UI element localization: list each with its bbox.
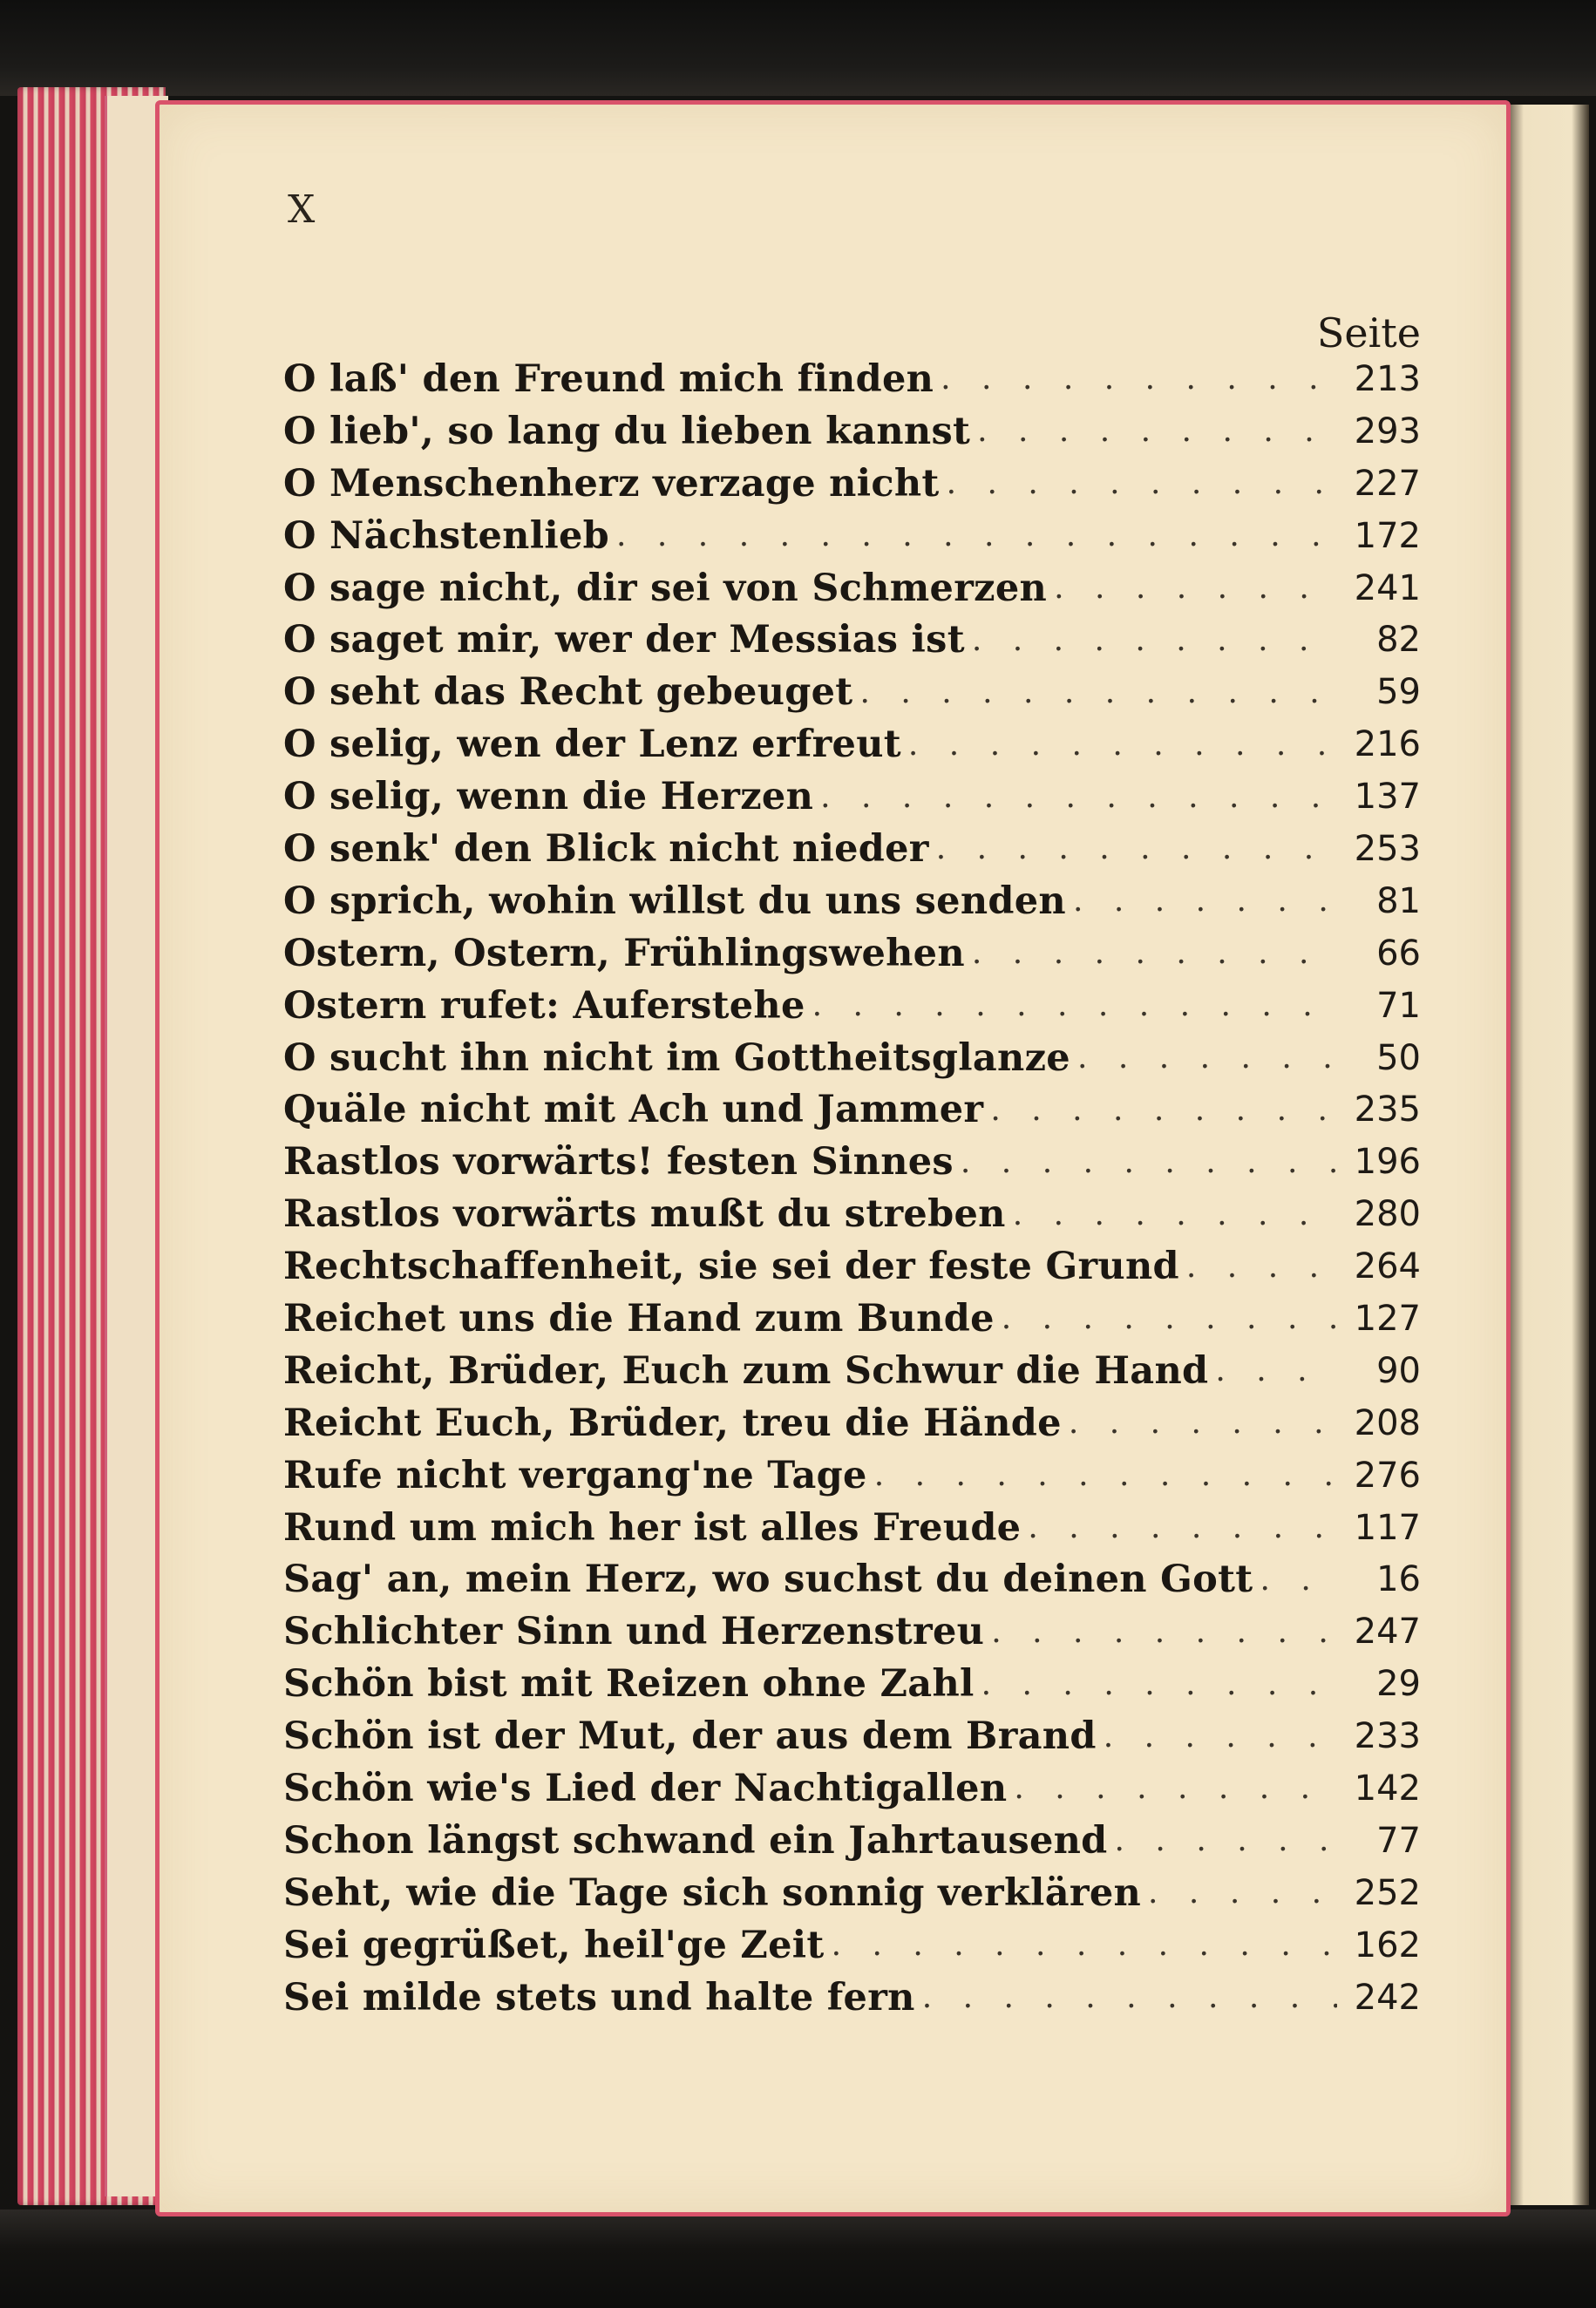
toc-entry xyxy=(283,1867,1421,1919)
toc-entry-page: 241 xyxy=(1354,567,1421,608)
toc-dot-leader xyxy=(1073,883,1337,919)
toc-dot-leader xyxy=(1014,1770,1337,1806)
toc-dot-leader xyxy=(981,1667,1337,1702)
toc-entry xyxy=(283,927,1421,980)
toc-entry-title: Schön wie's Lied der Nachtigallen xyxy=(283,1766,1008,1810)
toc-entry xyxy=(283,458,1421,510)
toc-dot-leader xyxy=(832,1927,1337,1963)
toc-entry-title: Sag' an, mein Herz, wo suchst du deinen Gott xyxy=(283,1558,1253,1602)
toc-entry-page: 253 xyxy=(1354,828,1421,869)
toc-entry-title: O selig, wenn die Herzen xyxy=(283,775,814,819)
toc-entry-page: 172 xyxy=(1354,515,1421,556)
toc-dot-leader xyxy=(1069,1405,1337,1441)
toc-entry-title: O sage nicht, dir sei von Schmerzen xyxy=(283,566,1048,610)
toc-entry-title: Rechtschaffenheit, sie sei der feste Grund xyxy=(283,1245,1179,1289)
toc-entry-page: 213 xyxy=(1354,358,1421,399)
toc-entry xyxy=(283,510,1421,562)
toc-entry-page: 66 xyxy=(1376,933,1421,974)
toc-dot-leader xyxy=(1054,570,1337,606)
toc-dot-leader xyxy=(812,988,1337,1023)
toc-entry-title: O laß' den Freund mich finden xyxy=(283,356,934,401)
toc-dot-leader xyxy=(1077,1040,1337,1076)
toc-entry-title: Reicht, Brüder, Euch zum Schwur die Hand xyxy=(283,1348,1209,1393)
toc-entry-page: 252 xyxy=(1354,1872,1421,1913)
toc-entry xyxy=(283,1710,1421,1762)
toc-entry-title: Schlichter Sinn und Herzenstreu xyxy=(283,1610,985,1654)
toc-entry-page: 208 xyxy=(1354,1402,1421,1443)
toc-dot-leader xyxy=(1115,1823,1337,1858)
toc-entry xyxy=(283,405,1421,458)
toc-entry-title: O selig, wen der Lenz erfreut xyxy=(283,723,901,767)
toc-entry xyxy=(283,1345,1421,1397)
toc-dot-leader xyxy=(1104,1719,1337,1755)
toc-entry xyxy=(283,1032,1421,1084)
toc-entry-page: 117 xyxy=(1354,1507,1421,1548)
toc-entry xyxy=(283,1136,1421,1188)
toc-entry xyxy=(283,666,1421,718)
toc-entry-page: 162 xyxy=(1354,1924,1421,1965)
toc-entry-page: 293 xyxy=(1354,411,1421,451)
toc-entry-title: O seht das Recht gebeuget xyxy=(283,670,853,715)
toc-entry-page: 71 xyxy=(1376,985,1421,1026)
toc-entry-page: 90 xyxy=(1376,1350,1421,1391)
toc-dot-leader xyxy=(936,831,1337,866)
toc-dot-leader xyxy=(1148,1875,1337,1911)
toc-entry-page: 235 xyxy=(1354,1090,1421,1130)
toc-entry-title: O sprich, wohin willst du uns senden xyxy=(283,879,1066,923)
toc-entry-title: Rufe nicht vergang'ne Tage xyxy=(283,1453,867,1497)
toc-entry-title: O Nächstenlieb xyxy=(283,513,610,558)
toc-entry xyxy=(283,1815,1421,1867)
toc-entry xyxy=(283,1502,1421,1554)
toc-entry-page: 247 xyxy=(1354,1612,1421,1653)
toc-entry-page: 142 xyxy=(1354,1768,1421,1809)
toc-dot-leader xyxy=(922,1979,1337,2015)
toc-dot-leader xyxy=(1215,1353,1337,1388)
toc-entry xyxy=(283,1972,1421,2024)
book-bottom-edge xyxy=(0,2210,1596,2308)
toc-entry-page: 50 xyxy=(1376,1037,1421,1078)
toc-entry-title: O sucht ihn nicht im Gottheitsglanze xyxy=(283,1035,1070,1080)
book-spine-edge xyxy=(1502,105,1589,2205)
toc-entry xyxy=(283,718,1421,770)
toc-entry-page: 233 xyxy=(1354,1716,1421,1757)
toc-dot-leader xyxy=(961,1144,1337,1180)
toc-entry xyxy=(283,1083,1421,1136)
toc-entry-title: O lieb', so lang du lieben kannst xyxy=(283,409,971,453)
toc-dot-leader xyxy=(941,361,1337,397)
page-number: X xyxy=(288,187,316,232)
toc-dot-leader xyxy=(859,675,1337,710)
toc-dot-leader xyxy=(947,465,1337,501)
toc-dot-leader xyxy=(991,1614,1337,1650)
toc-dot-leader xyxy=(1186,1249,1337,1285)
toc-entry-page: 227 xyxy=(1354,463,1421,504)
page-column-header: Seite xyxy=(1316,309,1421,356)
toc-entry-title: Sei gegrüßet, heil'ge Zeit xyxy=(283,1923,825,1967)
toc-entry-title: O Menschenherz verzage nicht xyxy=(283,461,940,506)
toc-entry xyxy=(283,614,1421,666)
toc-dot-leader xyxy=(874,1457,1337,1493)
toc-dot-leader xyxy=(1013,1197,1337,1232)
toc-dot-leader xyxy=(972,622,1337,658)
toc-entry xyxy=(283,1658,1421,1710)
toc-entry-page: 59 xyxy=(1376,672,1421,713)
toc-entry-title: O senk' den Blick nicht nieder xyxy=(283,826,929,871)
toc-entry-page: 127 xyxy=(1354,1298,1421,1339)
toc-dot-leader xyxy=(1028,1510,1337,1545)
toc-entry-page: 242 xyxy=(1354,1977,1421,2018)
toc-entry xyxy=(283,1553,1421,1605)
toc-entry xyxy=(283,562,1421,614)
toc-entry xyxy=(283,980,1421,1032)
toc-dot-leader xyxy=(1002,1300,1337,1336)
toc-entry-title: Schön ist der Mut, der aus dem Brand xyxy=(283,1714,1097,1759)
toc-entry-title: Ostern, Ostern, Frühlingswehen xyxy=(283,931,965,975)
toc-entry-page: 280 xyxy=(1354,1194,1421,1235)
toc-entry-page: 196 xyxy=(1354,1142,1421,1183)
toc-entry-title: Reichet uns die Hand zum Bunde xyxy=(283,1296,995,1341)
toc-entry-title: O saget mir, wer der Messias ist xyxy=(283,618,965,662)
toc-entry-title: Seht, wie die Tage sich sonnig verklären xyxy=(283,1870,1142,1915)
toc-entry xyxy=(283,1240,1421,1293)
toc-entry-title: Reicht Euch, Brüder, treu die Hände xyxy=(283,1401,1062,1445)
toc-entry xyxy=(283,1293,1421,1345)
toc-entry-page: 81 xyxy=(1376,880,1421,921)
table-of-contents xyxy=(283,353,1421,2024)
toc-entry xyxy=(283,1449,1421,1502)
toc-dot-leader xyxy=(972,935,1337,971)
toc-dot-leader xyxy=(908,727,1337,763)
toc-entry xyxy=(283,1605,1421,1658)
book-top-edge xyxy=(0,0,1596,96)
toc-entry xyxy=(283,823,1421,875)
toc-entry xyxy=(283,1919,1421,1972)
toc-entry-page: 264 xyxy=(1354,1246,1421,1287)
toc-entry xyxy=(283,1188,1421,1240)
toc-entry xyxy=(283,353,1421,405)
toc-dot-leader xyxy=(1260,1562,1337,1598)
toc-dot-leader xyxy=(820,779,1337,815)
toc-entry xyxy=(283,1397,1421,1449)
toc-entry-title: Rastlos vorwärts mußt du streben xyxy=(283,1192,1006,1237)
toc-entry xyxy=(283,875,1421,927)
toc-entry-title: Ostern rufet: Auferstehe xyxy=(283,983,805,1028)
toc-entry-page: 29 xyxy=(1376,1664,1421,1705)
toc-entry-page: 216 xyxy=(1354,724,1421,765)
toc-entry-page: 16 xyxy=(1376,1559,1421,1600)
toc-entry-title: Rastlos vorwärts! festen Sinnes xyxy=(283,1140,954,1185)
toc-dot-leader xyxy=(977,413,1337,449)
toc-entry-page: 276 xyxy=(1354,1455,1421,1496)
toc-entry-title: Sei milde stets und halte fern xyxy=(283,1975,915,2020)
toc-entry-title: Schon längst schwand ein Jahrtausend xyxy=(283,1818,1108,1863)
toc-entry-page: 137 xyxy=(1354,777,1421,818)
toc-dot-leader xyxy=(990,1092,1337,1128)
toc-entry-title: Schön bist mit Reizen ohne Zahl xyxy=(283,1662,975,1707)
toc-dot-leader xyxy=(616,518,1337,553)
toc-entry-title: Rund um mich her ist alles Freude xyxy=(283,1505,1022,1550)
toc-entry-page: 82 xyxy=(1376,620,1421,661)
toc-entry xyxy=(283,770,1421,823)
toc-entry-title: Quäle nicht mit Ach und Jammer xyxy=(283,1088,984,1132)
toc-entry-page: 77 xyxy=(1376,1820,1421,1861)
toc-entry xyxy=(283,1762,1421,1815)
